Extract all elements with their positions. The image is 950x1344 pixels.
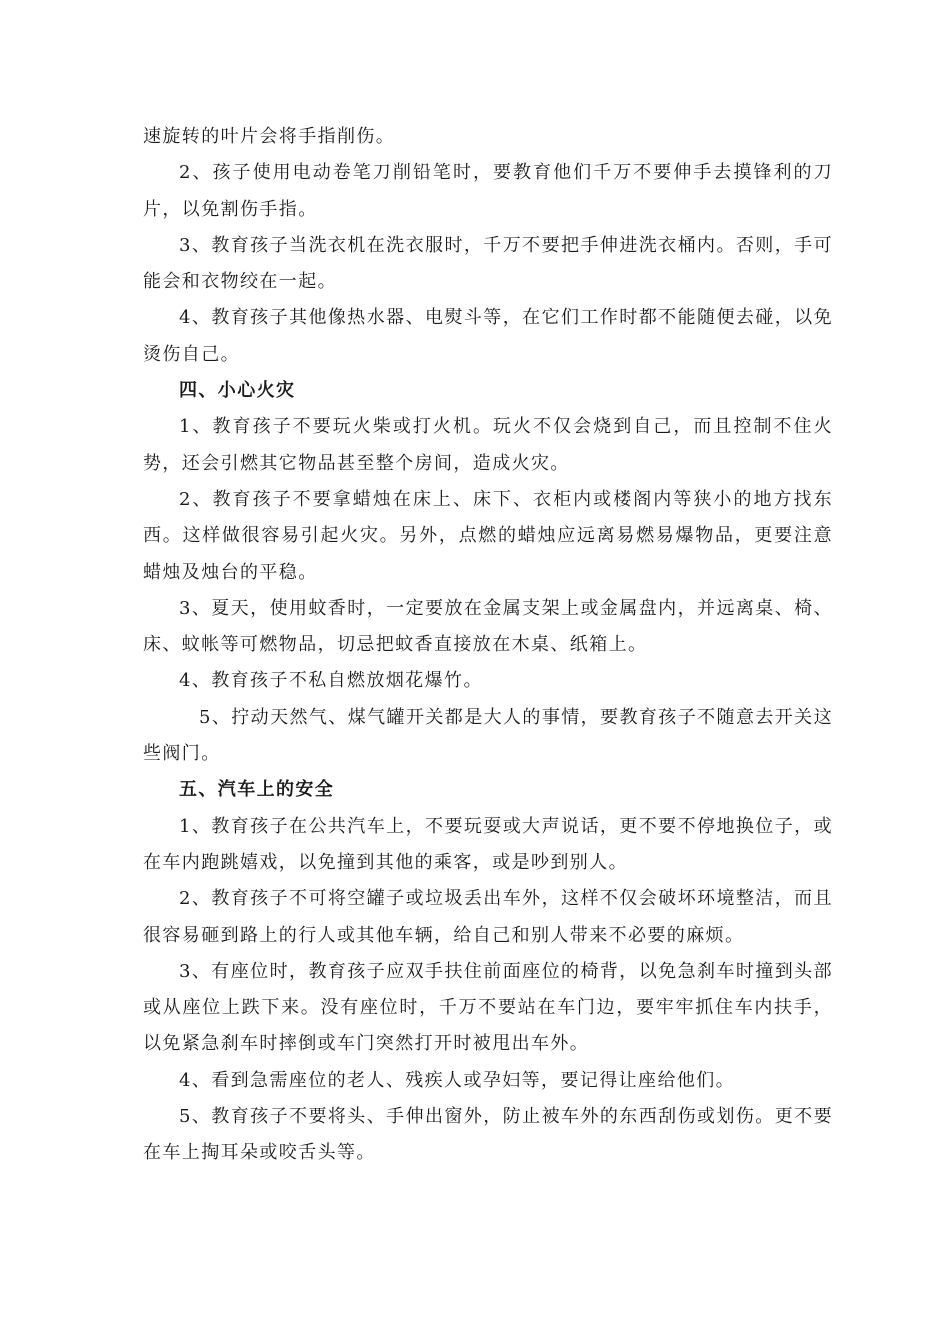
paragraph-item-4-water-heater: 4、教育孩子其他像热水器、电熨斗等，在它们工作时都不能随便去碰，以免烫伤自己。 [143,307,833,365]
paragraph-bus-item-1: 1、教育孩子在公共汽车上，不要玩耍或大声说话，更不要不停地换位子，或在车内跑跳嬉戏，以免撞到其他的乘客，或是吵到别人。 [143,815,833,873]
section-heading-bus-safety: 五、汽车上的安全 [179,779,335,801]
paragraph-continuation: 速旋转的叶片会将手指削伤。 [143,126,396,147]
paragraph-item-3-washing-machine: 3、教育孩子当洗衣机在洗衣服时，千万不要把手伸进洗衣桶内。否则，手可能会和衣物绞在一起。 [143,234,833,293]
paragraph-bus-item-3: 3、有座位时，教育孩子应双手扶住前面座位的椅背，以免急刹车时撞到头部或从座位上跌下来。没有座位时，千万不要站在车门边，要牢牢抓住车内扶手，以免紧急刹车时摔倒或车门突然打开时被甩出车外。 [143,960,833,1055]
paragraph-fire-item-5: 5、拧动天然气、煤气罐开关都是大人的事情，要教育孩子不随意去开关这些阀门。 [143,706,833,765]
paragraph-item-2-pencil-sharpener: 2、孩子使用电动卷笔刀削铅笔时，要教育他们千万不要伸手去摸锋利的刀片，以免割伤手指。 [143,162,833,220]
paragraph-bus-item-2: 2、教育孩子不可将空罐子或垃圾丢出车外，这样不仅会破坏环境整洁，而且很容易砸到路上的行人或其他车辆，给自己和别人带来不必要的麻烦。 [143,888,833,946]
document-body [143,119,833,1172]
section-heading-fire: 四、小心火灾 [179,380,296,402]
paragraph-bus-item-5: 5、教育孩子不要将头、手伸出窗外，防止被车外的东西刮伤或划伤。更不要在车上掏耳朵或咬舌头等。 [143,1106,833,1164]
paragraph-fire-item-3: 3、夏天，使用蚊香时，一定要放在金属支架上或金属盘内，并远离桌、椅、床、蚊帐等可燃物品，切忌把蚊香直接放在木桌、纸箱上。 [143,597,833,656]
paragraph-fire-item-1: 1、教育孩子不要玩火柴或打火机。玩火不仅会烧到自己，而且控制不住火势，还会引燃其它物品甚至整个房间，造成火灾。 [143,416,833,474]
paragraph-fire-item-4: 4、教育孩子不私自燃放烟花爆竹。 [179,670,483,692]
paragraph-bus-item-4: 4、看到急需座位的老人、残疾人或孕妇等，要记得让座给他们。 [179,1069,736,1091]
paragraph-fire-item-2: 2、教育孩子不要拿蜡烛在床上、床下、衣柜内或楼阁内等狭小的地方找东西。这样做很容易引起火灾。另外，点燃的蜡烛应远离易燃易爆物品，更要注意蜡烛及烛台的平稳。 [143,488,833,583]
